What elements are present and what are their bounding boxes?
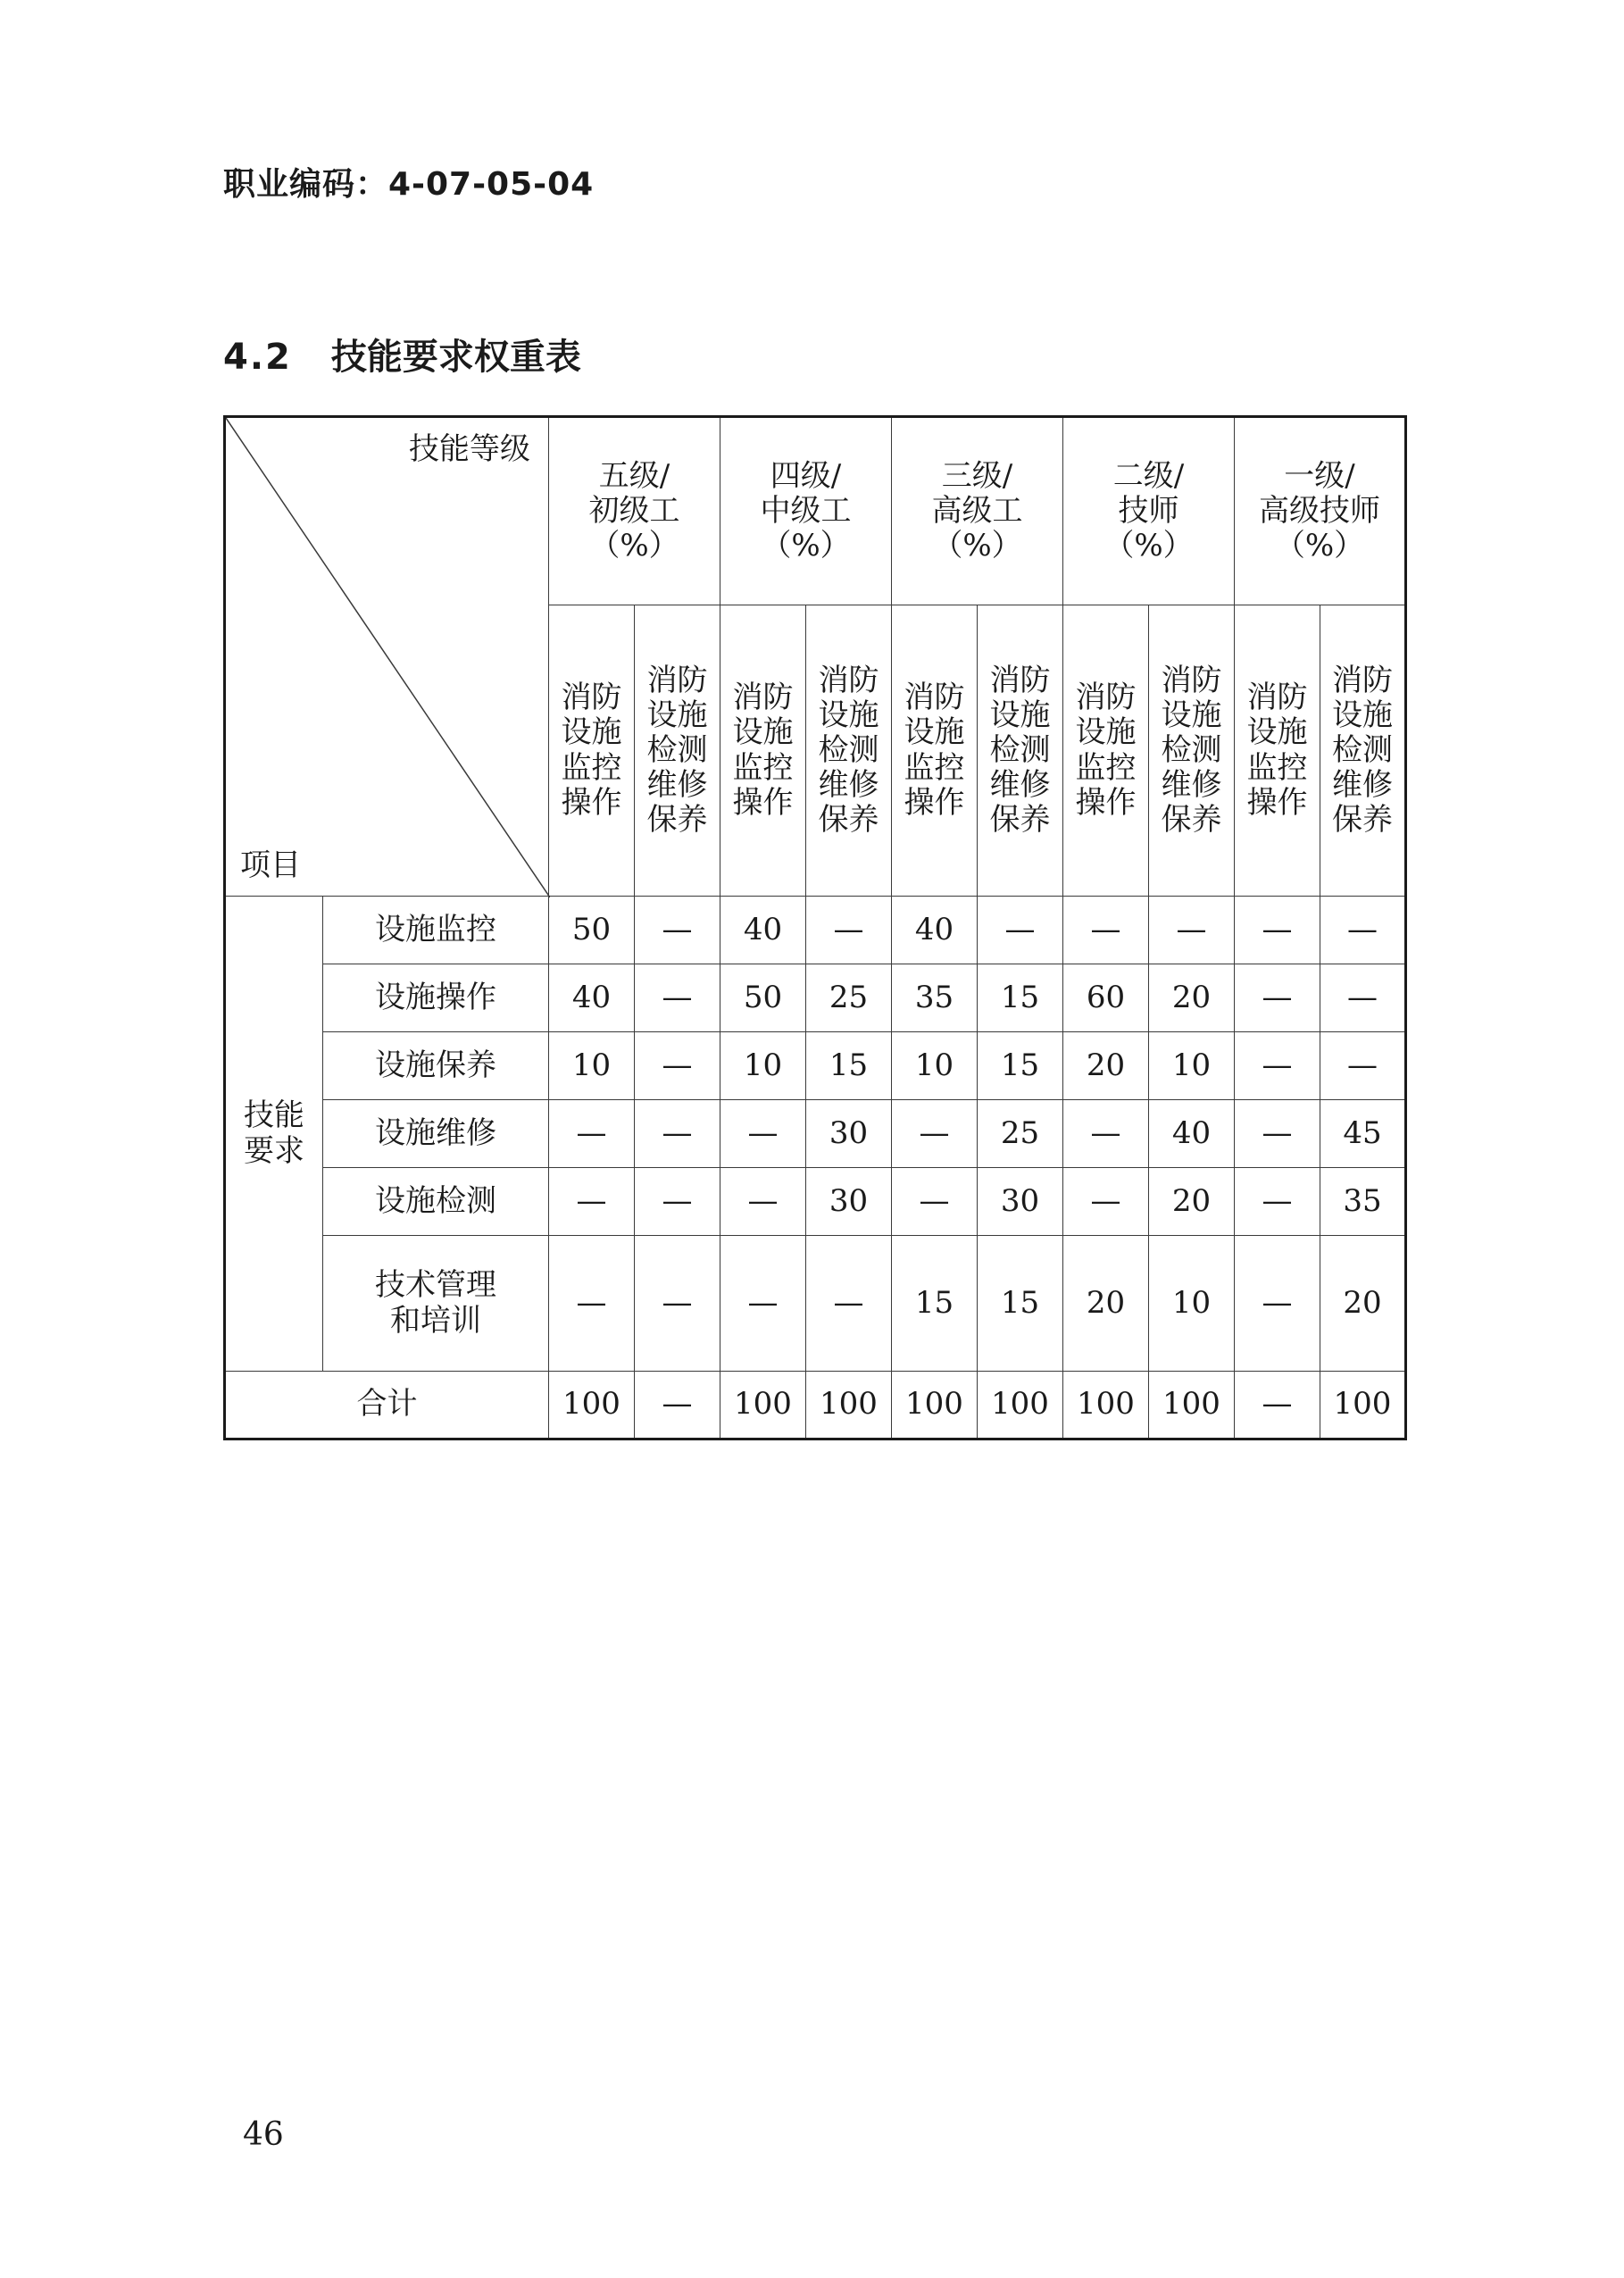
table-cell: 35: [1320, 1168, 1406, 1236]
corner-header-cell: [225, 417, 549, 897]
table-cell: 30: [806, 1100, 892, 1168]
table-cell: —: [806, 1236, 892, 1372]
table-cell: 100: [1149, 1372, 1235, 1439]
grade-header-1: 一级/ 高级技师 （%）: [1235, 417, 1406, 605]
total-label: 合计: [225, 1372, 549, 1439]
table-cell: —: [720, 1236, 806, 1372]
table-cell: 40: [1149, 1100, 1235, 1168]
sub-header-monitor: 消防 设施 监控 操作: [892, 605, 978, 897]
table-cell: —: [635, 964, 720, 1032]
sub-header-maintain: 消防 设施 检测 维修 保养: [978, 605, 1063, 897]
table-cell: 100: [892, 1372, 978, 1439]
table-cell: 20: [1149, 1168, 1235, 1236]
table-cell: 40: [720, 897, 806, 964]
sub-header-maintain: 消防 设施 检测 维修 保养: [635, 605, 720, 897]
table-cell: 20: [1149, 964, 1235, 1032]
table-cell: 15: [892, 1236, 978, 1372]
table-cell: —: [1320, 1032, 1406, 1100]
table-cell: —: [892, 1100, 978, 1168]
table-cell: 20: [1063, 1032, 1149, 1100]
table-cell: —: [1235, 964, 1320, 1032]
table-row: [225, 897, 1406, 964]
sub-header-maintain: 消防 设施 检测 维修 保养: [806, 605, 892, 897]
row-label: 设施保养: [323, 1032, 549, 1100]
table-cell: 15: [978, 964, 1063, 1032]
table-cell: 45: [1320, 1100, 1406, 1168]
table-cell: 10: [549, 1032, 635, 1100]
table-cell: —: [1149, 897, 1235, 964]
grade-header-3: 三级/ 高级工 （%）: [892, 417, 1063, 605]
table-cell: 100: [1063, 1372, 1149, 1439]
grade-header-2: 二级/ 技师 （%）: [1063, 417, 1235, 605]
table-cell: 40: [892, 897, 978, 964]
table-cell: 10: [892, 1032, 978, 1100]
table-cell: —: [1063, 1168, 1149, 1236]
table-row: [225, 1168, 1406, 1236]
table-cell: 30: [978, 1168, 1063, 1236]
table-cell: —: [1235, 1168, 1320, 1236]
grade-header-row: [225, 417, 1406, 605]
grade-header-5: 五级/ 初级工 （%）: [549, 417, 720, 605]
sub-header-monitor: 消防 设施 监控 操作: [1063, 605, 1149, 897]
sub-header-monitor: 消防 设施 监控 操作: [549, 605, 635, 897]
table-row: [225, 1100, 1406, 1168]
table-cell: 20: [1320, 1236, 1406, 1372]
group-label: 技能 要求: [225, 897, 323, 1372]
table-cell: —: [1063, 1100, 1149, 1168]
section-title: [223, 329, 581, 380]
table-cell: —: [1320, 897, 1406, 964]
sub-header-maintain: 消防 设施 检测 维修 保养: [1320, 605, 1406, 897]
row-label: 设施维修: [323, 1100, 549, 1168]
corner-label-bottom: 项目: [240, 847, 301, 883]
table-cell: 10: [1149, 1032, 1235, 1100]
table-cell: 10: [720, 1032, 806, 1100]
section-title-text: 技能要求权重表: [330, 337, 581, 378]
table-cell: 100: [549, 1372, 635, 1439]
table-cell: —: [635, 1372, 720, 1439]
table-cell: 100: [720, 1372, 806, 1439]
table-cell: —: [720, 1100, 806, 1168]
skill-weight-table: [223, 415, 1407, 1440]
table-cell: 25: [806, 964, 892, 1032]
table-cell: 100: [978, 1372, 1063, 1439]
grade-header-4: 四级/ 中级工 （%）: [720, 417, 892, 605]
table-cell: —: [549, 1100, 635, 1168]
table-cell: 40: [549, 964, 635, 1032]
table-cell: —: [892, 1168, 978, 1236]
table-cell: —: [635, 1168, 720, 1236]
table-cell: 50: [549, 897, 635, 964]
row-label: 技术管理 和培训: [323, 1236, 549, 1372]
table-cell: —: [806, 897, 892, 964]
table-cell: —: [635, 1100, 720, 1168]
row-label: 设施检测: [323, 1168, 549, 1236]
corner-label-top: 技能等级: [409, 431, 530, 467]
table-cell: —: [1320, 964, 1406, 1032]
table-cell: 15: [978, 1032, 1063, 1100]
table-row: [225, 964, 1406, 1032]
table-body: [225, 897, 1406, 1372]
diagonal-line: [226, 418, 550, 897]
table-cell: —: [635, 897, 720, 964]
table-cell: —: [549, 1168, 635, 1236]
table-cell: 50: [720, 964, 806, 1032]
table-cell: —: [1235, 897, 1320, 964]
table-cell: —: [635, 1032, 720, 1100]
table-cell: 10: [1149, 1236, 1235, 1372]
sub-header-maintain: 消防 设施 检测 维修 保养: [1149, 605, 1235, 897]
table-cell: —: [1235, 1372, 1320, 1439]
table-cell: —: [549, 1236, 635, 1372]
table-cell: —: [635, 1236, 720, 1372]
table-cell: —: [1235, 1100, 1320, 1168]
table-cell: 15: [806, 1032, 892, 1100]
table-cell: 100: [806, 1372, 892, 1439]
table-cell: 100: [1320, 1372, 1406, 1439]
table-cell: 25: [978, 1100, 1063, 1168]
table-cell: 60: [1063, 964, 1149, 1032]
table-cell: 20: [1063, 1236, 1149, 1372]
table-cell: 15: [978, 1236, 1063, 1372]
sub-header-monitor: 消防 设施 监控 操作: [720, 605, 806, 897]
table-cell: —: [720, 1168, 806, 1236]
row-label: 设施监控: [323, 897, 549, 964]
table-cell: —: [1235, 1032, 1320, 1100]
page-number: 46: [243, 2116, 284, 2153]
table-cell: —: [978, 897, 1063, 964]
table-cell: 30: [806, 1168, 892, 1236]
table-row: [225, 1236, 1406, 1372]
table-cell: —: [1063, 897, 1149, 964]
table-row: [225, 1032, 1406, 1100]
occupation-code: 职业编码：4-07-05-04: [223, 166, 595, 203]
section-number: 4.2: [223, 337, 292, 378]
table-cell: —: [1235, 1236, 1320, 1372]
total-row: [225, 1372, 1406, 1439]
table-cell: 35: [892, 964, 978, 1032]
sub-header-monitor: 消防 设施 监控 操作: [1235, 605, 1320, 897]
row-label: 设施操作: [323, 964, 549, 1032]
